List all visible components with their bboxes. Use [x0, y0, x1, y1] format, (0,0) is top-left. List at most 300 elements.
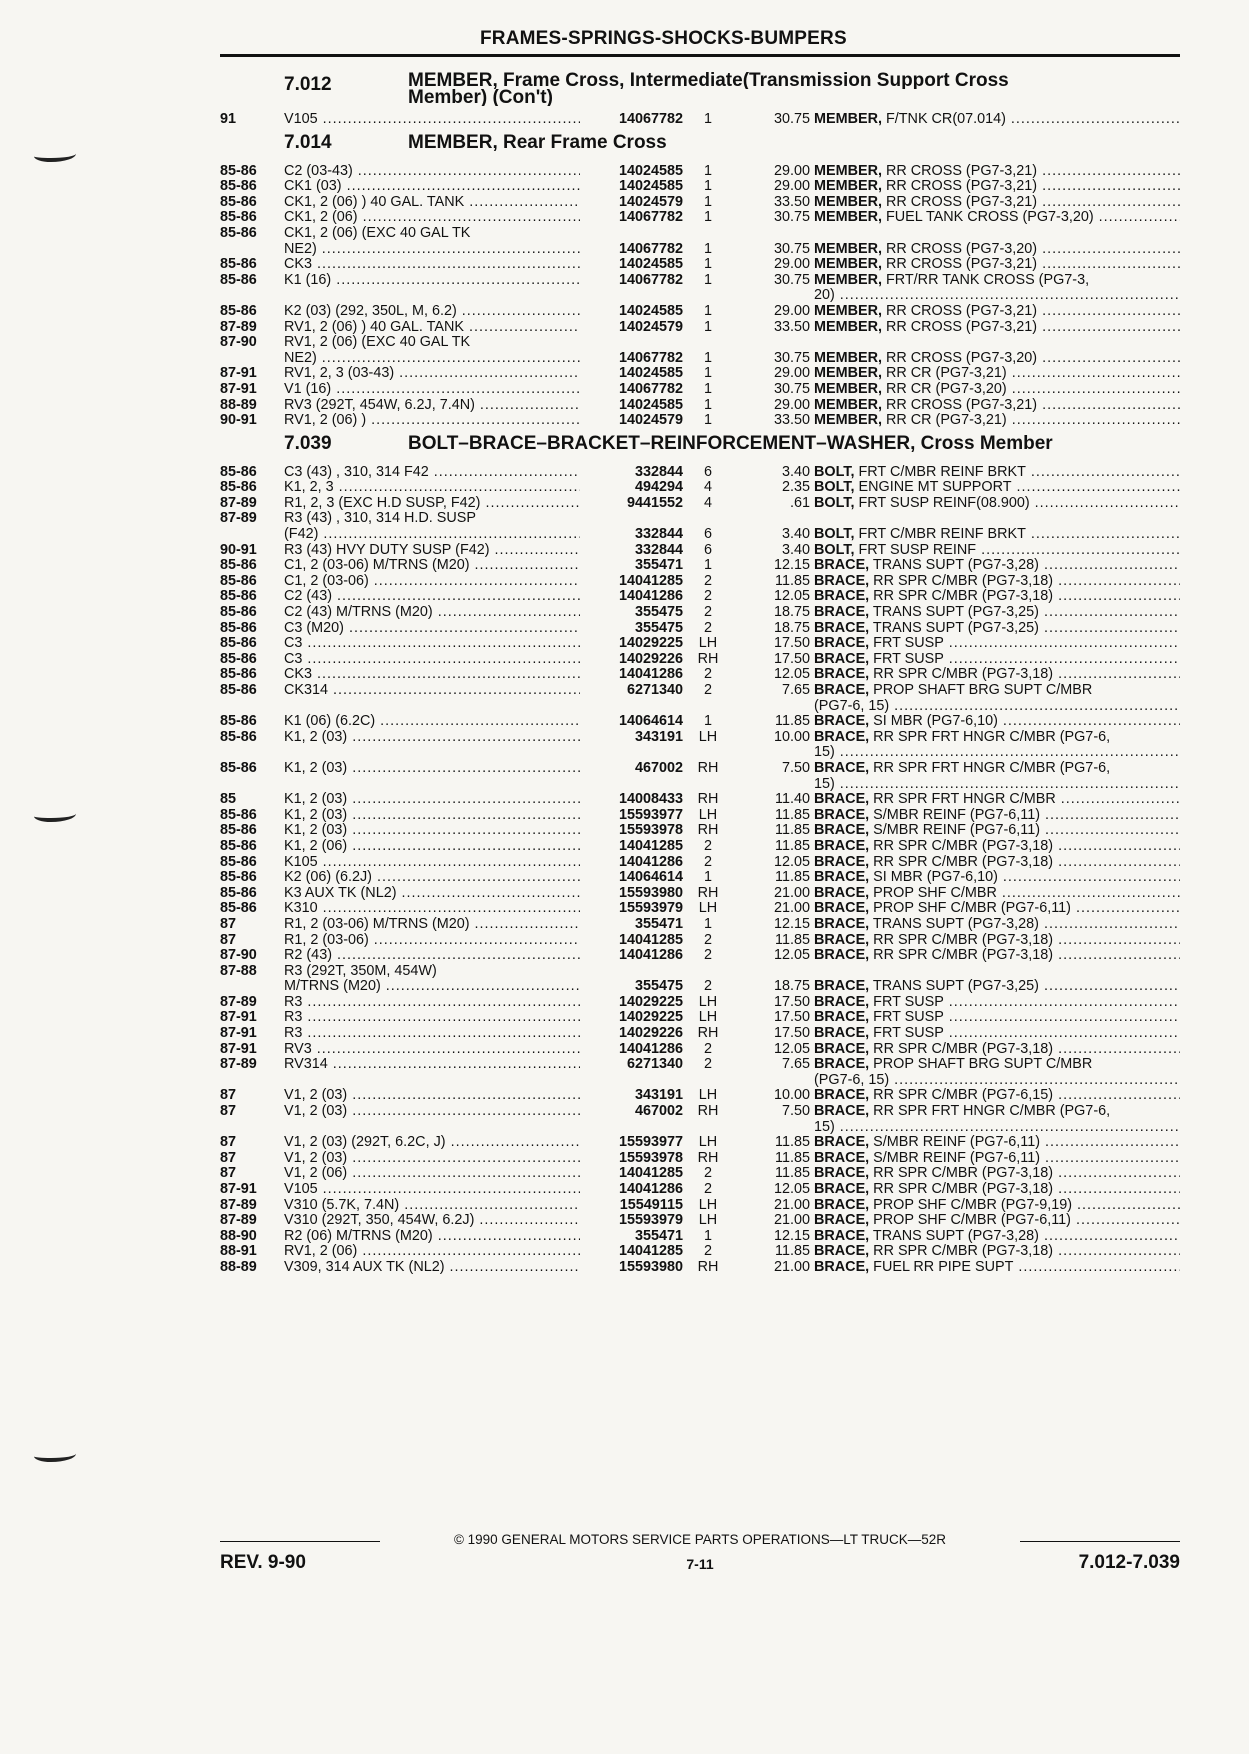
usage-line: K1, 2 (03) .....: [284, 761, 580, 777]
usage-line: RV1, 2 (06) .....: [284, 1244, 580, 1260]
part-number: 14041285: [618, 932, 683, 948]
quantity: 2: [703, 573, 712, 589]
quantity: LH: [698, 1010, 718, 1026]
part-row: [220, 320, 1180, 336]
price: 11.85: [775, 1244, 810, 1260]
part-number: 14041286: [618, 854, 683, 870]
quantity: 1: [703, 112, 712, 127]
part-row: [220, 226, 1180, 257]
part-description: [814, 195, 1180, 211]
part-qualifier: RR SPR C/MBR (PG7-3,18): [869, 573, 1054, 589]
part-noun: BRACE,: [814, 558, 870, 574]
part-description: [814, 1104, 1180, 1135]
part-noun: MEMBER,: [814, 413, 882, 429]
part-row: [220, 823, 1180, 839]
part-number: 15549115: [619, 1197, 683, 1213]
quantity: 1: [703, 241, 712, 257]
price: 29.00: [773, 257, 810, 273]
usage-description: [284, 1229, 580, 1245]
price: 12.15: [773, 916, 810, 932]
price: 10.00: [773, 729, 810, 745]
description-line: 15) .....: [814, 777, 1180, 793]
usage-line: K1, 2 (03) .....: [284, 808, 580, 824]
usage-line: V310 (5.7K, 7.4N) .....: [284, 1198, 580, 1214]
part-row: [220, 1260, 1180, 1276]
part-noun: BRACE,: [814, 854, 870, 870]
description-line: [814, 112, 1180, 128]
part-number: 467002: [634, 1104, 683, 1120]
description-line: [814, 1057, 1180, 1073]
usage-description: [284, 808, 580, 824]
part-description: [814, 1088, 1180, 1104]
copyright-notice: © 1990 GENERAL MOTORS SERVICE PARTS OPERATIONS—LT TRUCK—52R: [453, 1532, 947, 1547]
section-number: 7.012: [284, 74, 332, 95]
part-qualifier: RR SPR FRT HNGR C/MBR (PG7-6,: [869, 729, 1111, 745]
description-line: [814, 714, 1180, 730]
model-year: 85-86: [220, 636, 257, 652]
description-line: [814, 621, 1180, 637]
part-description: [814, 480, 1180, 496]
part-description: [814, 465, 1180, 481]
part-description: [814, 413, 1180, 429]
part-qualifier: RR SPR C/MBR (PG7-3,18): [869, 1244, 1054, 1260]
description-line: [814, 948, 1180, 964]
section-number: 7.039: [284, 432, 332, 454]
description-line: [814, 667, 1180, 683]
quantity: 1: [703, 257, 712, 273]
usage-line: K1 (16) .....: [284, 273, 580, 289]
model-year: 87-91: [220, 1182, 257, 1197]
part-row: [220, 1026, 1180, 1042]
part-qualifier: FRT SUSP: [869, 636, 944, 652]
part-noun: MEMBER,: [814, 194, 882, 210]
part-number: 14041286: [618, 1041, 683, 1057]
part-number: 6271340: [626, 1057, 683, 1073]
description-line: [814, 382, 1180, 398]
part-description: [814, 351, 1180, 367]
usage-line: R1, 2 (03-06) .....: [284, 933, 580, 949]
part-number: 14008433: [618, 792, 683, 808]
part-row: [220, 398, 1180, 414]
description-line: [814, 605, 1180, 621]
part-description: [814, 1213, 1180, 1229]
usage-line: C3 (M20) .....: [284, 621, 580, 637]
description-line: [814, 792, 1180, 808]
usage-description: [284, 465, 580, 481]
part-qualifier: FRT C/MBR REINF BRKT: [854, 464, 1026, 480]
part-noun: BRACE,: [814, 1041, 870, 1057]
part-row: [220, 605, 1180, 621]
description-line: [814, 636, 1180, 652]
part-description: [814, 210, 1180, 226]
part-number: 355475: [634, 979, 683, 995]
usage-description: [284, 855, 580, 871]
model-year: 85-86: [220, 303, 257, 319]
part-number: 14041285: [618, 838, 683, 854]
part-noun: MEMBER,: [814, 112, 882, 127]
quantity: LH: [698, 636, 718, 652]
quantity: 1: [703, 1228, 712, 1244]
part-noun: BRACE,: [814, 651, 870, 667]
model-year: 88-89: [220, 1259, 257, 1275]
quantity: 2: [703, 979, 712, 995]
description-line: [814, 652, 1180, 668]
part-row: [220, 257, 1180, 273]
part-qualifier: ENGINE MT SUPPORT: [854, 480, 1012, 496]
part-number: 355475: [634, 605, 683, 621]
part-noun: BRACE,: [814, 667, 870, 683]
part-description: [814, 901, 1180, 917]
part-description: [814, 589, 1180, 605]
quantity: 1: [703, 366, 712, 382]
section-number: 7.014: [284, 131, 332, 153]
model-year: 87: [220, 1150, 237, 1166]
part-noun: BRACE,: [814, 1213, 870, 1229]
model-year: 87-91: [220, 1026, 257, 1042]
part-qualifier: RR CROSS (PG7-3,21): [881, 397, 1038, 413]
quantity: 1: [703, 163, 712, 179]
part-qualifier: RR SPR C/MBR (PG7-3,18): [869, 1166, 1054, 1182]
model-year: 85-86: [220, 225, 257, 241]
part-number: 15593979: [618, 1213, 683, 1229]
model-year: 87-91: [220, 1010, 257, 1026]
part-number: 343191: [634, 1088, 683, 1104]
description-line: [814, 543, 1180, 559]
quantity: 1: [703, 714, 712, 730]
quantity: 2: [703, 1166, 712, 1182]
usage-line: C2 (43) M/TRNS (M20) .....: [284, 605, 580, 621]
quantity: 6: [703, 527, 712, 543]
part-number: 14029226: [618, 1026, 683, 1042]
price: 11.85: [775, 838, 810, 854]
description-line: [814, 870, 1180, 886]
usage-description: [284, 574, 580, 590]
part-description: [814, 304, 1180, 320]
description-line: [814, 195, 1180, 211]
part-row: [220, 1042, 1180, 1058]
usage-description: [284, 179, 580, 195]
part-number: 467002: [634, 760, 683, 776]
price: 3.40: [781, 527, 810, 543]
model-year: 85-86: [220, 651, 257, 667]
description-line: [814, 320, 1180, 336]
part-qualifier: S/MBR REINF (PG7-6,11): [869, 1135, 1041, 1151]
usage-line: CK1 (03) .....: [284, 179, 580, 195]
usage-line: CK1, 2 (06) ) 40 GAL. TANK .....: [284, 195, 580, 211]
part-description: [814, 1135, 1180, 1151]
usage-description: [284, 730, 580, 746]
part-row: [220, 621, 1180, 637]
part-qualifier: TRANS SUPT (PG7-3,25): [869, 620, 1039, 636]
quantity: 2: [703, 854, 712, 870]
price: 11.85: [775, 870, 810, 886]
part-noun: MEMBER,: [814, 381, 882, 397]
model-year: 85-86: [220, 683, 257, 698]
part-description: [814, 1042, 1180, 1058]
section-title: [408, 72, 1009, 106]
usage-line: R3 (43) HVY DUTY SUSP (F42) .....: [284, 543, 580, 559]
usage-line: R1, 2 (03-06) M/TRNS (M20) .....: [284, 917, 580, 933]
part-qualifier: F/TNK CR(07.014): [881, 112, 1006, 127]
description-line: [814, 823, 1180, 839]
description-line: [814, 917, 1180, 933]
usage-line: CK1, 2 (06) .....: [284, 210, 580, 226]
part-description: [814, 543, 1180, 559]
description-line: [814, 304, 1180, 320]
part-qualifier: FUEL TANK CROSS (PG7-3,20): [881, 210, 1094, 226]
part-row: [220, 1244, 1180, 1260]
model-year: 87: [220, 1166, 237, 1182]
description-line: [814, 1260, 1180, 1276]
usage-line: V105 .....: [284, 1182, 580, 1198]
description-line: [814, 558, 1180, 574]
usage-line: M/TRNS (M20) .....: [284, 979, 580, 995]
usage-description: [284, 1166, 580, 1182]
quantity: 1: [703, 397, 712, 413]
price: 3.40: [781, 542, 810, 558]
part-row: [220, 496, 1180, 512]
part-number: 14067782: [618, 272, 683, 288]
usage-description: [284, 1182, 580, 1198]
usage-line: C2 (43) .....: [284, 589, 580, 605]
price: 18.75: [773, 605, 810, 621]
part-description: [814, 398, 1180, 414]
part-noun: BRACE,: [814, 1182, 870, 1197]
description-line: [814, 1229, 1180, 1245]
description-line: [814, 496, 1180, 512]
part-description: [814, 948, 1180, 964]
usage-description: [284, 667, 580, 683]
part-number: 14064614: [618, 870, 683, 886]
part-qualifier: RR CROSS (PG7-3,20): [881, 241, 1038, 257]
part-number: 14029225: [618, 636, 683, 652]
usage-line: R1, 2, 3 (EXC H.D SUSP, F42) .....: [284, 496, 580, 512]
description-line: [814, 1042, 1180, 1058]
part-qualifier: RR SPR C/MBR (PG7-3,18): [869, 589, 1054, 605]
part-qualifier: RR SPR C/MBR (PG7-3,18): [869, 932, 1054, 948]
part-qualifier: TRANS SUPT (PG7-3,25): [869, 979, 1039, 995]
part-noun: MEMBER,: [814, 350, 882, 366]
section-title-line: BOLT–BRACE–BRACKET–REINFORCEMENT–WASHER, Cross Member: [408, 432, 1053, 454]
description-line: 15) .....: [814, 745, 1180, 761]
page-number: 7-11: [686, 1556, 714, 1572]
description-line: [814, 465, 1180, 481]
part-number: 14029225: [618, 994, 683, 1010]
part-qualifier: RR SPR C/MBR (PG7-3,18): [869, 667, 1054, 683]
part-number: 343191: [634, 729, 683, 745]
model-year: 85-86: [220, 854, 257, 870]
usage-line: RV3 (292T, 454W, 6.2J, 7.4N) .....: [284, 398, 580, 414]
part-row: [220, 273, 1180, 304]
description-line: [814, 242, 1180, 258]
quantity: 1: [703, 303, 712, 319]
price: 11.85: [775, 1166, 810, 1182]
part-noun: BRACE,: [814, 683, 870, 698]
model-year: 87: [220, 932, 237, 948]
section-range: 7.012-7.039: [1078, 1552, 1180, 1573]
model-year: 85-86: [220, 823, 257, 839]
part-number: 14067782: [618, 381, 683, 397]
description-line: [814, 979, 1180, 995]
section-title-line: Member) (Con't): [408, 89, 553, 106]
part-noun: MEMBER,: [814, 366, 882, 382]
usage-description: [284, 964, 580, 995]
description-line: [814, 683, 1180, 699]
part-noun: BRACE,: [814, 620, 870, 636]
price: 12.05: [773, 667, 810, 683]
usage-description: [284, 366, 580, 382]
part-noun: BRACE,: [814, 573, 870, 589]
part-number: 15593980: [618, 885, 683, 901]
quantity: 2: [703, 620, 712, 636]
quantity: 2: [703, 838, 712, 854]
quantity: RH: [697, 760, 719, 776]
quantity: 1: [703, 272, 712, 288]
part-row: [220, 948, 1180, 964]
model-year: 85-86: [220, 714, 257, 730]
price: 12.05: [773, 1041, 810, 1057]
part-description: [814, 1057, 1180, 1088]
part-qualifier: RR CROSS (PG7-3,21): [881, 303, 1038, 319]
part-row: [220, 995, 1180, 1011]
usage-line: V1, 2 (03) .....: [284, 1104, 580, 1120]
model-year: 88-89: [220, 397, 257, 413]
usage-description: [284, 1104, 580, 1120]
part-noun: BRACE,: [814, 1104, 870, 1120]
quantity: RH: [697, 792, 719, 808]
quantity: 2: [703, 932, 712, 948]
usage-description: [284, 1151, 580, 1167]
part-qualifier: TRANS SUPT (PG7-3,28): [869, 558, 1039, 574]
part-description: [814, 179, 1180, 195]
usage-line: RV3 .....: [284, 1042, 580, 1058]
description-line: [814, 480, 1180, 496]
part-description: [814, 1244, 1180, 1260]
description-line: (PG7-6, 15) .....: [814, 1073, 1180, 1089]
part-qualifier: RR CROSS (PG7-3,21): [881, 179, 1038, 195]
usage-line: RV1, 2, 3 (03-43) .....: [284, 366, 580, 382]
quantity: LH: [698, 729, 718, 745]
part-number: 14041286: [618, 1182, 683, 1197]
part-description: [814, 382, 1180, 398]
usage-line: V1, 2 (03) .....: [284, 1088, 580, 1104]
model-year: 85-86: [220, 901, 257, 917]
model-year: 87: [220, 1135, 237, 1151]
part-noun: BRACE,: [814, 714, 870, 730]
price: 12.05: [773, 854, 810, 870]
price: 10.00: [773, 1088, 810, 1104]
part-description: [814, 1166, 1180, 1182]
description-line: [814, 257, 1180, 273]
usage-line: R2 (06) M/TRNS (M20) .....: [284, 1229, 580, 1245]
part-description: [814, 839, 1180, 855]
part-number: 15593978: [618, 823, 683, 839]
part-row: [220, 335, 1180, 366]
part-row: [220, 1135, 1180, 1151]
part-qualifier: FRT SUSP: [869, 651, 944, 667]
quantity: 2: [703, 1057, 712, 1073]
quantity: 1: [703, 319, 712, 335]
quantity: LH: [698, 807, 718, 823]
part-number: 14029226: [618, 651, 683, 667]
part-row: [220, 730, 1180, 761]
price: 7.50: [781, 1104, 810, 1120]
part-qualifier: TRANS SUPT (PG7-3,28): [869, 1228, 1039, 1244]
model-year: 85-86: [220, 163, 257, 179]
part-description: [814, 1026, 1180, 1042]
price: 7.50: [781, 760, 810, 776]
part-noun: BRACE,: [814, 1135, 870, 1151]
part-number: 15593979: [618, 901, 683, 917]
model-year: 91: [220, 112, 237, 127]
usage-line: CK1, 2 (06) (EXC 40 GAL TK: [284, 225, 471, 241]
part-number: 14067782: [618, 350, 683, 366]
part-noun: BRACE,: [814, 948, 870, 964]
part-description: [814, 870, 1180, 886]
section-heading: [220, 429, 1180, 465]
part-noun: MEMBER,: [814, 303, 882, 319]
part-qualifier: RR SPR C/MBR (PG7-3,18): [869, 854, 1054, 870]
model-year: 87-89: [220, 994, 257, 1010]
part-noun: BRACE,: [814, 838, 870, 854]
part-description: [814, 366, 1180, 382]
part-qualifier: TRANS SUPT (PG7-3,25): [869, 605, 1039, 621]
part-noun: BRACE,: [814, 1057, 870, 1073]
model-year: 87-89: [220, 495, 257, 511]
usage-description: [284, 195, 580, 211]
part-number: 15593977: [618, 1135, 683, 1151]
part-number: 14041286: [618, 948, 683, 964]
part-description: [814, 558, 1180, 574]
usage-line: R3 .....: [284, 1010, 580, 1026]
part-qualifier: RR SPR C/MBR (PG7-3,18): [869, 1041, 1054, 1057]
price: 30.75: [773, 350, 810, 366]
price: 29.00: [773, 179, 810, 195]
price: 2.35: [781, 480, 810, 496]
price: 11.85: [775, 932, 810, 948]
part-qualifier: FRT SUSP: [869, 1010, 944, 1026]
part-number: 9441552: [626, 495, 683, 511]
quantity: RH: [697, 1026, 719, 1042]
part-number: 14024585: [618, 179, 683, 195]
part-description: [814, 823, 1180, 839]
usage-description: [284, 164, 580, 180]
quantity: 2: [703, 667, 712, 683]
part-row: [220, 210, 1180, 226]
description-line: [814, 1088, 1180, 1104]
part-qualifier: RR CR (PG7-3,20): [881, 381, 1007, 397]
model-year: 88-91: [220, 1244, 257, 1260]
part-description: [814, 242, 1180, 258]
price: 18.75: [773, 620, 810, 636]
quantity: 2: [703, 1041, 712, 1057]
quantity: LH: [698, 1197, 718, 1213]
usage-description: [284, 1042, 580, 1058]
part-number: 355471: [634, 916, 683, 932]
usage-line: V1, 2 (03) (292T, 6.2C, J) .....: [284, 1135, 580, 1151]
binder-hole-mark: [34, 808, 76, 822]
part-description: [814, 273, 1180, 304]
part-qualifier: FRT SUSP: [869, 994, 944, 1010]
usage-line: RV1, 2 (06) (EXC 40 GAL TK: [284, 335, 471, 351]
part-qualifier: RR SPR C/MBR (PG7-6,15): [869, 1088, 1054, 1104]
model-year: 85-86: [220, 480, 257, 496]
part-row: [220, 808, 1180, 824]
part-number: 355475: [634, 620, 683, 636]
usage-description: [284, 320, 580, 336]
usage-line: K2 (06) (6.2J) .....: [284, 870, 580, 886]
usage-line: K2 (03) (292, 350L, M, 6.2) .....: [284, 304, 580, 320]
